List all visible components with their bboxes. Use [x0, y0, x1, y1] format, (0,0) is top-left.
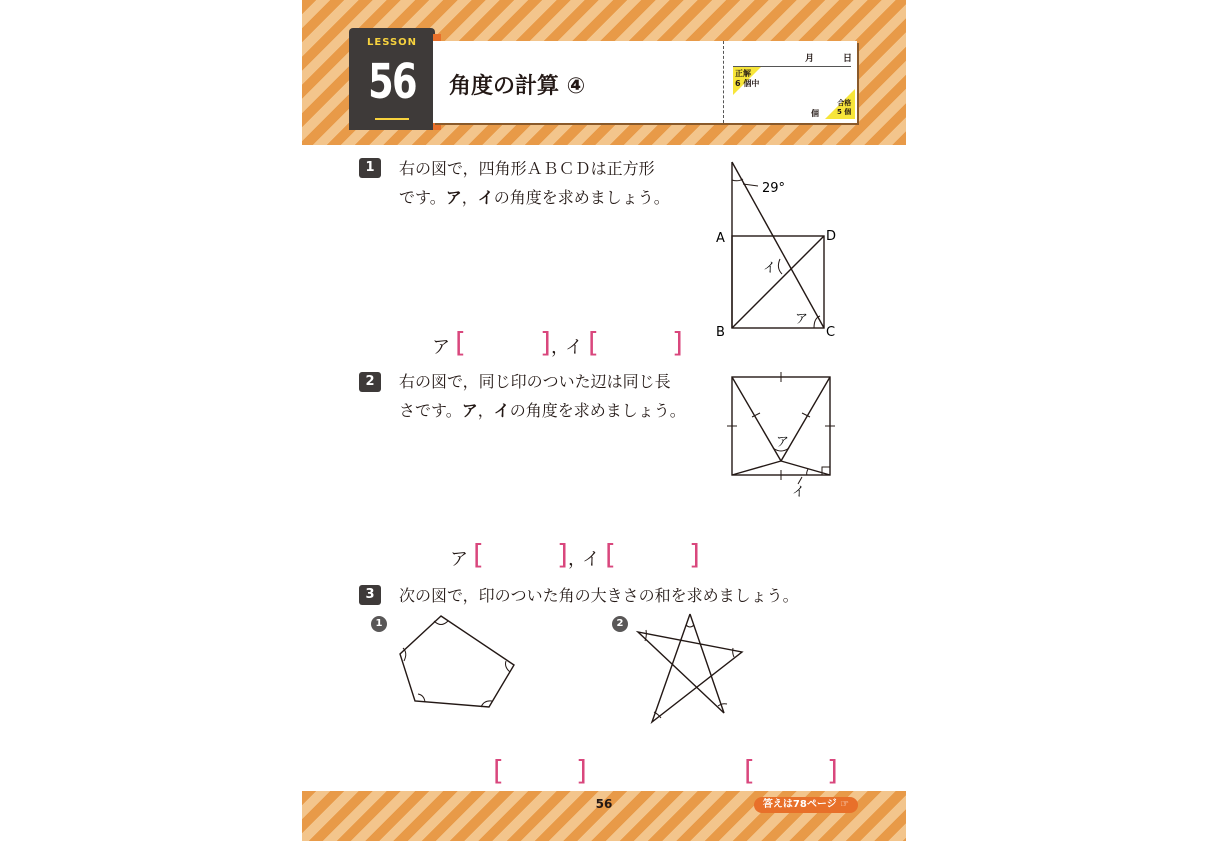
- q1-mark-i-fig: イ: [763, 261, 777, 276]
- answers-reference[interactable]: 答えは78ページ ☞: [754, 797, 858, 813]
- q1-angle-29: 29°: [762, 181, 786, 196]
- q2-line1: 右の図で，同じ印のついた辺は同じ長: [399, 372, 671, 391]
- score-label-line2: 6 個中: [735, 79, 760, 88]
- day-label: 日: [843, 54, 853, 64]
- q1-answer-a-field[interactable]: [470, 330, 540, 358]
- q2-line2-pre: さです。: [399, 401, 462, 420]
- q1-answer-sep: ，: [551, 337, 569, 358]
- q2-bracket-a-close: ]: [557, 538, 568, 571]
- q1-diagonal: [732, 236, 824, 328]
- q1-vertex-b: B: [716, 325, 725, 340]
- q1-bracket-a-open: [: [455, 326, 466, 359]
- q3-1-answer-field[interactable]: [508, 758, 576, 786]
- q1-answer-a-label: ア: [432, 337, 450, 358]
- q2-sep: ，: [477, 401, 494, 420]
- q1-answer-i-label: イ: [565, 337, 583, 358]
- question-number-2: 2: [359, 372, 381, 392]
- score-label-line1: 正解: [735, 69, 751, 78]
- q3-2-answer-field[interactable]: [759, 758, 827, 786]
- q2-bracket-a-open: [: [473, 538, 484, 571]
- q2-bracket-i-open: [: [605, 538, 616, 571]
- lesson-badge: [349, 28, 435, 130]
- page-number: 56: [595, 797, 613, 811]
- question-1-text: [399, 154, 670, 212]
- q3-s-arc-right: [733, 648, 734, 657]
- pass-label-line1: 合格: [837, 99, 852, 107]
- q3-pentagon: [400, 616, 514, 707]
- q2-mark-a-fig: ア: [776, 435, 790, 450]
- q2-answer-sep: ，: [568, 549, 586, 570]
- q2-bracket-i-close: ]: [689, 538, 700, 571]
- q1-bracket-i-close: ]: [672, 326, 683, 359]
- question-number-1: 1: [359, 158, 381, 178]
- question-number-3: 3: [359, 585, 381, 605]
- title-box: [433, 41, 857, 123]
- q1-mark-a-fig: ア: [795, 312, 809, 327]
- q3-star: [638, 614, 742, 722]
- score-label: [735, 69, 759, 89]
- q2-bottom-right: [781, 461, 830, 475]
- pass-label: [837, 99, 851, 117]
- q2-mark-i: イ: [493, 401, 510, 420]
- workbook-page: [302, 0, 906, 841]
- page-title: 角度の計算 ④: [449, 74, 586, 99]
- q2-line2-post: の角度を求めましょう。: [509, 401, 686, 420]
- count-unit: 個: [811, 109, 819, 118]
- q1-vertex-c: C: [826, 325, 836, 340]
- q2-answer-i-label: イ: [582, 549, 600, 570]
- q2-square-figure: [726, 370, 841, 502]
- q3-pentagon-figure: [394, 610, 524, 715]
- q1-line2: [399, 183, 670, 212]
- lesson-underline: [375, 118, 409, 120]
- q3-2-bracket-open: [: [744, 754, 755, 787]
- lesson-number: 56: [368, 54, 416, 110]
- q3-star-figure: [634, 610, 749, 728]
- q1-line1: 右の図で，四角形ＡＢＣＤは正方形: [399, 159, 655, 178]
- q1-line2-pre: です。: [399, 188, 446, 207]
- sub-question-1-badge: 1: [371, 616, 387, 632]
- q1-sep: ，: [461, 188, 478, 207]
- month-label: 月: [805, 54, 815, 64]
- q1-bracket-a-close: ]: [540, 326, 551, 359]
- pass-label-line2: 5 個: [837, 108, 852, 116]
- q1-bracket-i-open: [: [588, 326, 599, 359]
- question-3-text: 次の図で，印のついた角の大きさの和を求めましょう。: [399, 586, 799, 605]
- q3-1-bracket-open: [: [493, 754, 504, 787]
- q3-s-arc-top: [686, 625, 694, 627]
- q2-mark-i-fig: イ: [792, 485, 806, 500]
- q1-vertex-a: A: [716, 231, 725, 246]
- q2-answer-a-label: ア: [450, 549, 468, 570]
- q1-line2-post: の角度を求めましょう。: [493, 188, 670, 207]
- q3-2-bracket-close: ]: [827, 754, 838, 787]
- question-2-text: [399, 367, 686, 425]
- q2-answer-a-field[interactable]: [488, 542, 558, 570]
- q1-square-figure: [710, 158, 845, 343]
- q1-mark-a: ア: [445, 188, 462, 207]
- q1-mark-i: イ: [477, 188, 494, 207]
- q3-s-arc-bottom-right: [718, 704, 727, 706]
- title-divider: [723, 41, 724, 123]
- q1-vertex-d: D: [826, 229, 837, 244]
- q2-line2: [399, 396, 686, 425]
- q3-1-bracket-close: ]: [576, 754, 587, 787]
- q2-mark-a: ア: [461, 401, 478, 420]
- q2-arc-i: [807, 469, 808, 475]
- q1-answer-i-field[interactable]: [603, 330, 673, 358]
- lesson-word: LESSON: [366, 37, 418, 48]
- q2-bottom-left: [732, 461, 781, 475]
- q3-p-arc-top: [434, 621, 448, 625]
- q2-answer-i-field[interactable]: [620, 542, 690, 570]
- q2-pointer-i: [798, 477, 802, 484]
- sub-question-2-badge: 2: [612, 616, 628, 632]
- q1-arc-i: [778, 259, 782, 274]
